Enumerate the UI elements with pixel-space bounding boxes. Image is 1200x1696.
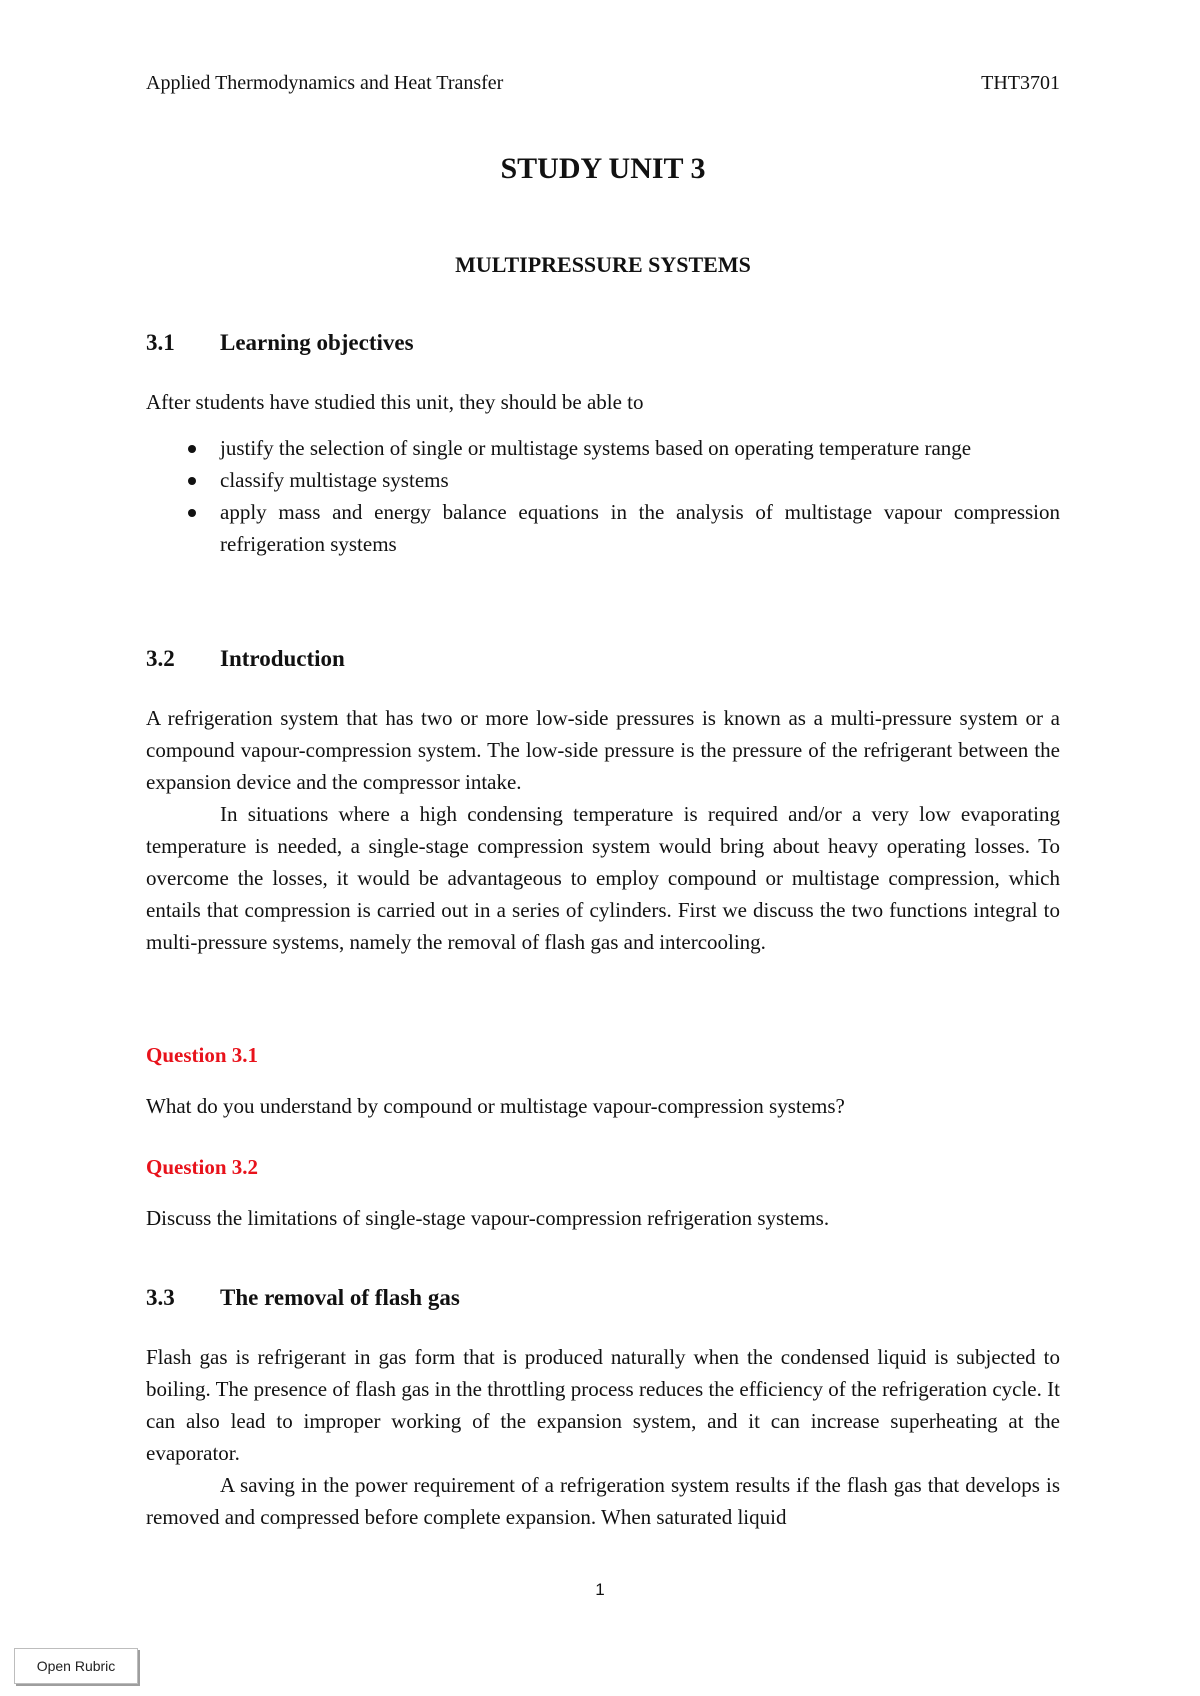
section-title: Introduction: [220, 646, 345, 671]
section-number: 3.1: [146, 330, 175, 355]
bullet-icon: [188, 509, 196, 517]
list-item-text: classify multistage systems: [220, 468, 449, 492]
question-text-3-2: Discuss the limitations of single-stage vapour-compression refrigeration systems.: [146, 1206, 830, 1230]
unit-title: STUDY UNIT 3: [500, 152, 706, 185]
header-course-code: THT3701: [981, 72, 1060, 94]
question-label-3-1: Question 3.1: [146, 1043, 259, 1067]
section-number: 3.2: [146, 646, 175, 671]
flash-gas-paragraph-1: Flash gas is refrigerant in gas form that is produced naturally when the condensed liquid is subjected to boiling. The presence of flash gas in the throttling process reduces the efficiency of the refrigeration cycle. It can also lead to improper working of the expansion system, and it can increase superheating at the evaporator.: [146, 1345, 1060, 1465]
section-number: 3.3: [146, 1285, 175, 1310]
list-item-text: justify the selection of single or multistage systems based on operating temperature range: [220, 436, 972, 460]
section-heading-removal-of-flash-gas: [146, 1285, 1060, 1311]
question-text-3-1: What do you understand by compound or multistage vapour-compression systems?: [146, 1094, 845, 1118]
page-header: [146, 72, 1060, 98]
section-title: Learning objectives: [220, 330, 414, 355]
list-item-text: apply mass and energy balance equations in the analysis of multistage vapour compression refrigeration systems: [220, 500, 1060, 556]
introduction-paragraph-2: In situations where a high condensing temperature is required and/or a very low evaporating temperature is needed, a single-stage compression system would bring about heavy operating losses. To overcome the losses, it would be advantageous to employ compound or multistage compression, which entails that compression is carried out in a series of cylinders. First we discuss the two functions integral to multi-pressure systems, namely the removal of flash gas and intercooling.: [146, 802, 1060, 954]
section-heading-learning-objectives: [146, 330, 1060, 356]
open-rubric-button[interactable]: Open Rubric: [14, 1648, 138, 1684]
list-item: [146, 496, 1060, 560]
section-heading-introduction: [146, 646, 1060, 672]
flash-gas-paragraph-2: A saving in the power requirement of a refrigeration system results if the flash gas that develops is removed and compressed before complete expansion. When saturated liquid: [146, 1473, 1060, 1529]
objectives-list: [146, 432, 1060, 560]
list-item: [146, 432, 1060, 464]
bullet-icon: [188, 445, 196, 453]
introduction-paragraph-1: A refrigeration system that has two or more low-side pressures is known as a multi-pressure system or a compound vapour-compression system. The low-side pressure is the pressure of the refrigerant between the expansion device and the compressor intake.: [146, 706, 1060, 794]
section-title: The removal of flash gas: [220, 1285, 460, 1310]
list-item: [146, 464, 1060, 496]
header-course-title: Applied Thermodynamics and Heat Transfer: [146, 72, 504, 94]
question-label-3-2: Question 3.2: [146, 1155, 259, 1179]
bullet-icon: [188, 477, 196, 485]
page-number: 1: [595, 1580, 605, 1599]
objectives-intro: After students have studied this unit, they should be able to: [146, 390, 644, 414]
unit-subtitle: MULTIPRESSURE SYSTEMS: [455, 252, 751, 277]
